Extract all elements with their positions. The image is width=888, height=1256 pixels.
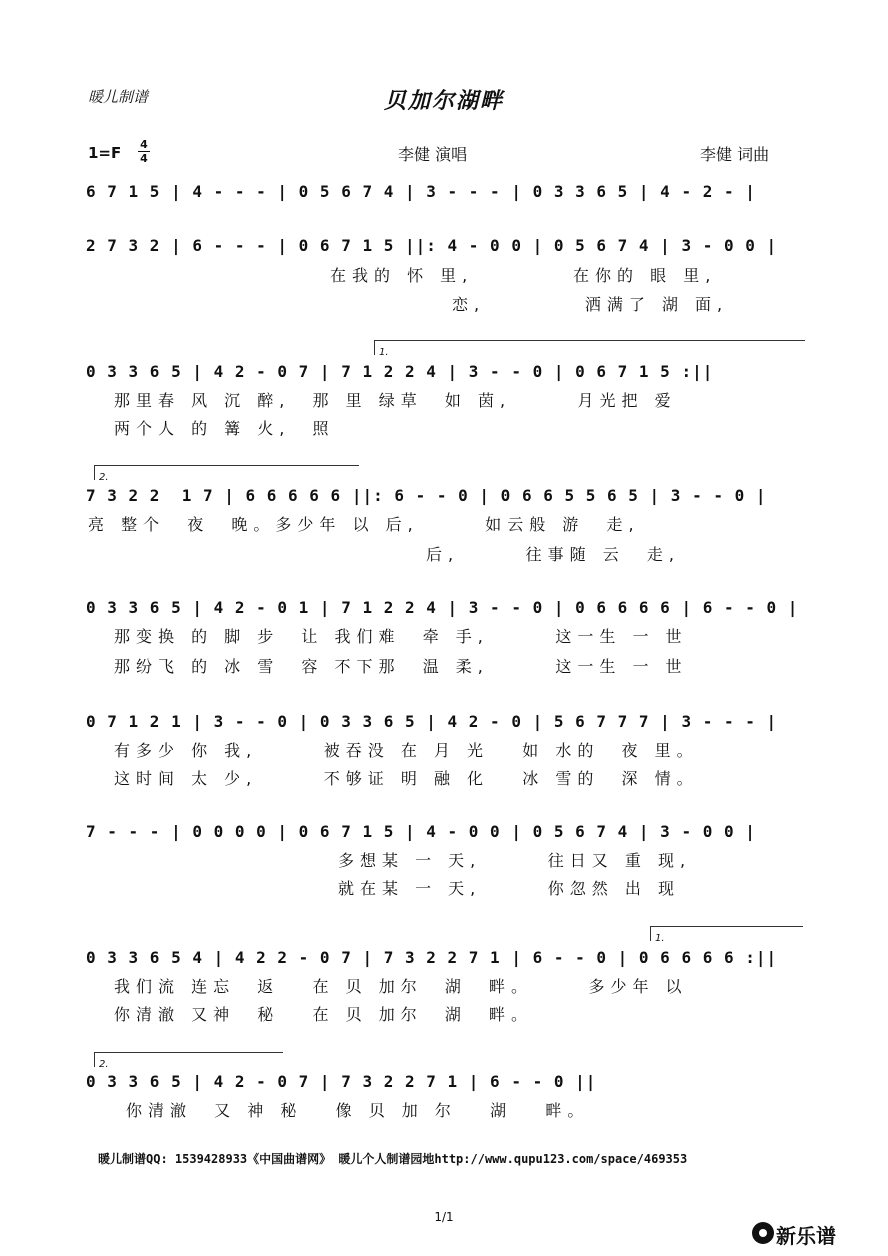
- volta-second-2: 2.: [94, 1052, 283, 1067]
- lyric-line-8a: 我们流 连忘 返 在 贝 加尔 湖 畔。 多少年 以: [114, 977, 688, 996]
- logo-icon: [752, 1222, 774, 1244]
- lyric-line-4a: 亮 整个 夜 晚。多少年 以 后, 如云般 游 走,: [88, 515, 640, 534]
- lyric-line-9a: 你清澈 又 神 秘 像 贝 加 尔 湖 畔。: [126, 1101, 590, 1120]
- volta-first-2: 1.: [650, 926, 803, 941]
- lyric-line-7a: 多想某 一 天, 往日又 重 现,: [338, 851, 692, 870]
- notation-line-4: 7 3 2 2 1 7 | 6 6 6 6 6 ||: 6 - - 0 | 0 6 6 5 5 6 5 | 3 - - 0 |: [86, 486, 767, 505]
- footer-credit: 暖儿制谱QQ: 1539428933《中国曲谱网》 暖儿个人制谱园地http://www.qupu123.com/space/469353: [98, 1152, 688, 1166]
- page-number: 1/1: [434, 1210, 454, 1224]
- notation-line-2: 2 7 3 2 | 6 - - - | 0 6 7 1 5 ||: 4 - 0 0 | 0 5 6 7 4 | 3 - 0 0 |: [86, 236, 778, 255]
- time-signature-top: 4: [140, 138, 148, 151]
- lyric-line-6a: 有多少 你 我, 被吞没 在 月 光 如 水的 夜 里。: [114, 741, 699, 760]
- volta-second-1: 2.: [94, 465, 359, 480]
- lyric-line-6b: 这时间 太 少, 不够证 明 融 化 冰 雪的 深 情。: [114, 769, 699, 788]
- volta-first-1: 1.: [374, 340, 805, 355]
- song-title: 贝加尔湖畔: [383, 88, 504, 114]
- key-signature: 1=F: [88, 144, 122, 162]
- lyric-line-2a: 在我的 怀 里, 在你的 眼 里,: [330, 266, 717, 285]
- notation-line-7: 7 - - - | 0 0 0 0 | 0 6 7 1 5 | 4 - 0 0 | 0 5 6 7 4 | 3 - 0 0 |: [86, 822, 756, 841]
- lyric-line-7b: 就在某 一 天, 你忽然 出 现: [338, 879, 680, 898]
- maker-label: 暖儿制谱: [88, 88, 149, 106]
- time-signature: [138, 139, 150, 164]
- notation-line-5: 0 3 3 6 5 | 4 2 - 0 1 | 7 1 2 2 4 | 3 - - 0 | 0 6 6 6 6 | 6 - - 0 |: [86, 598, 799, 617]
- time-signature-bottom: 4: [140, 152, 148, 165]
- lyric-line-5a: 那变换 的 脚 步 让 我们难 牵 手, 这一生 一 世: [114, 627, 688, 646]
- lyric-line-4b: 后, 往事随 云 走,: [426, 545, 680, 564]
- lyric-line-5b: 那纷飞 的 冰 雪 容 不下那 温 柔, 这一生 一 世: [114, 657, 688, 676]
- lyric-line-8b: 你清澈 又神 秘 在 贝 加尔 湖 畔。: [114, 1005, 534, 1024]
- singer-credit: 李健 演唱: [398, 145, 468, 164]
- notation-line-6: 0 7 1 2 1 | 3 - - 0 | 0 3 3 6 5 | 4 2 - 0 | 5 6 7 7 7 | 3 - - - |: [86, 712, 778, 731]
- notation-line-9: 0 3 3 6 5 | 4 2 - 0 7 | 7 3 2 2 7 1 | 6 - - 0 ||: [86, 1072, 597, 1091]
- lyric-line-3b: 两个人 的 篝 火, 照: [114, 419, 335, 438]
- notation-line-3: 0 3 3 6 5 | 4 2 - 0 7 | 7 1 2 2 4 | 3 - - 0 | 0 6 7 1 5 :||: [86, 362, 714, 381]
- composer-credit: 李健 词曲: [700, 145, 770, 164]
- lyric-line-3a: 那里春 风 沉 醉, 那 里 绿草 如 茵, 月光把 爱: [114, 391, 677, 410]
- site-logo: 新乐谱: [776, 1224, 836, 1248]
- lyric-line-2b: 恋, 洒满了 湖 面,: [452, 295, 729, 314]
- notation-line-8: 0 3 3 6 5 4 | 4 2 2 - 0 7 | 7 3 2 2 7 1 | 6 - - 0 | 0 6 6 6 6 :||: [86, 948, 778, 967]
- notation-line-1: 6 7 1 5 | 4 - - - | 0 5 6 7 4 | 3 - - - | 0 3 3 6 5 | 4 - 2 - |: [86, 182, 756, 201]
